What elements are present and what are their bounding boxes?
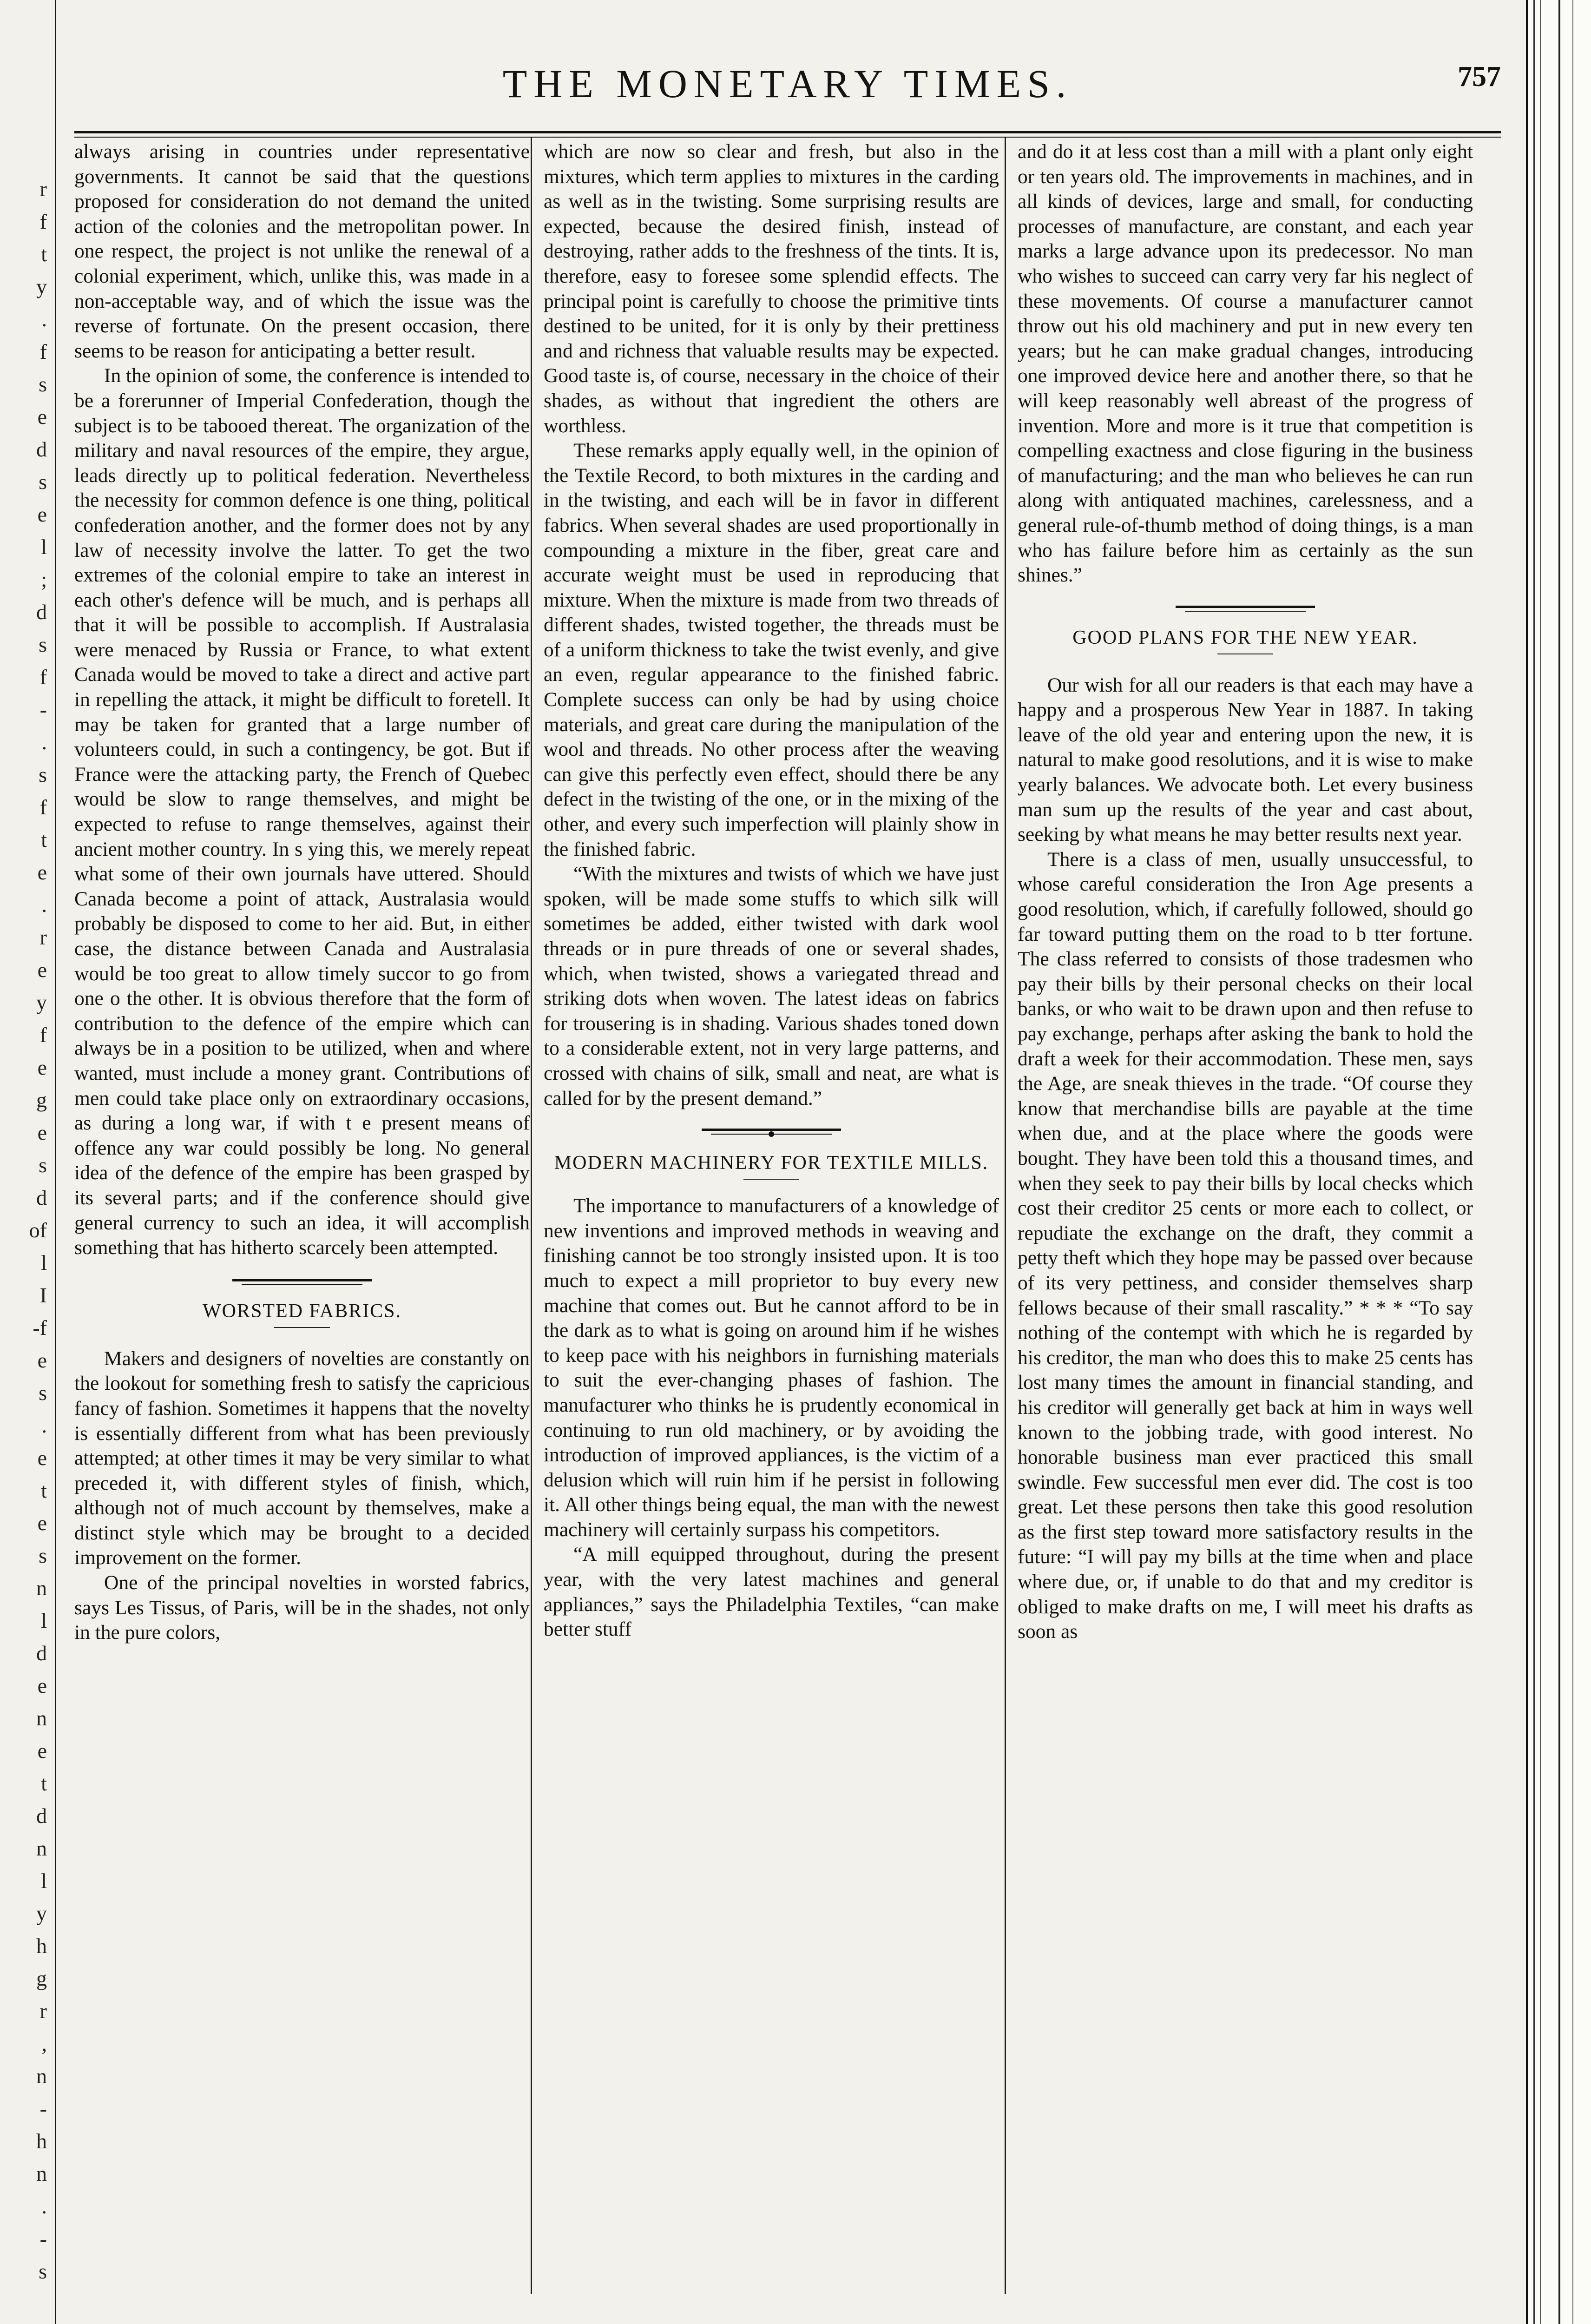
gutter-fragment: - (39, 2097, 47, 2120)
gutter-fragment: s (39, 633, 47, 656)
gutter-fragment: n (36, 2162, 47, 2185)
left-gutter (0, 0, 60, 2324)
gutter-fragment: e (37, 1348, 47, 1372)
gutter-fragment: s (39, 1153, 47, 1177)
gutter-fragment: d (36, 1804, 47, 1828)
column-2 (544, 139, 999, 1642)
gutter-fragment: t (41, 828, 47, 852)
gutter-fragment: e (37, 1739, 47, 1763)
article-paragraph: and do it at less cost than a mill with a plant only eight or ten years old. The improvements in machines, and in all kinds of devices, large and small, for conducting processes of manufacture, are constant, and each year marks a large advance upon its predecessor. No man who wishes to succeed can carry very far his neglect of these movements. Of course a manufacturer cannot throw out his old machinery and put in new every ten years; but he can make gradual changes, introducing one improved device here and another there, so that he will keep reasonably well abreast of the progress of invention. More and more is it true that competition is compelling exactness and close figuring in the business of manufacturing; and the man who believes he can run along with antiquated machines, carelessness, and a general rule-of-thumb method of doing things, is a man who has failure before him as certainly as the sun shines.” (1018, 140, 1473, 587)
gutter-fragment: . (41, 730, 47, 754)
gutter-fragment: r (39, 1999, 47, 2023)
article-paragraph: One of the principal novelties in worsted fabrics, says Les Tissus, of Paris, will be in the shades, not only in the pure colors, (74, 1571, 530, 1644)
article-paragraph: always arising in countries under representative governments. It cannot be said that the questions proposed for consideration do not demand the united action of the colonies and the metropolitan power. In one respect, the project is not unlike the renewal of a colonial experiment, which, unlike this, was made in a non-acceptable way, and of which the issue was the reverse of fortunate. On the present occasion, there seems to be reason for anticipating a better result. (74, 140, 530, 362)
gutter-fragment: d (36, 1186, 47, 1209)
gutter-fragment: f (39, 210, 47, 233)
gutter-fragment: - (39, 2227, 47, 2251)
gutter-fragment: . (41, 1413, 47, 1437)
article-paragraph: The importance to manufacturers of a knowledge of new inventions and improved methods in weaving and finishing cannot be too strongly insisted upon. It is too much to expect a mill proprietor to buy every new machine that comes out. But he cannot afford to be in the dark as to what is going on around him if he wishes to keep pace with his neighbors in furnishing materials to suit the ever-changing phases of fashion. The manufacturer who thinks he is prudently economical in continuing to run old machinery, or by avoiding the introduction of improved appliances, is the victim of a delusion which will ruin him if he persist in following it. All other things being equal, the man with the newest machinery will certainly surpass his competitors. (544, 1195, 999, 1541)
scanner-edge (1526, 0, 1591, 2324)
article-paragraph: These remarks apply equally well, in the opinion of the Textile Record, to both mixtures in the carding and in the twisting, and each will be in favor in different fabrics. When several shades are used proportionally in compounding a mixture in the fiber, great care and accurate weight must be used in reproducing that mixture. When the mixture is made from two threads of different shades, twisted together, the threads must be of a uniform thickness to take the twist evenly, and give an even, regular appearance to the finished fabric. Complete success can only be had by using choice materials, and great care during the manipulation of the wool and threads. No other process after the weaving can give this perfectly even effect, should there be any defect in the twisting of the one, or in the mixing of the other, and every such imperfection will plainly show in the finished fabric. (544, 439, 999, 860)
article-paragraph: Our wish for all our readers is that each may have a happy and a prosperous New Year in 1887. In taking leave of the old year and entering upon the new, it is natural to make good resolutions, and it is wise to make yearly balances. We advocate both. Let every business man sum up the results of the year and cast about, seeking by what means he may better results next year. (1018, 673, 1473, 846)
gutter-fragment: I (39, 1283, 47, 1307)
header-rule-thick (74, 131, 1501, 133)
gutter-fragment: t (41, 1771, 47, 1795)
gutter-fragment: d (36, 437, 47, 461)
section-heading: MODERN MACHINERY FOR TEXTILE MILLS. (554, 1152, 989, 1174)
gutter-fragment: l (41, 535, 47, 559)
gutter-fragment: s (39, 763, 47, 786)
gutter-fragment: t (41, 242, 47, 266)
column-divider-1 (531, 138, 532, 2294)
article-paragraph: which are now so clear and fresh, but also in the mixtures, which term applies to mixtures in the carding as well as in the twisting. Some surprising results are expected, because the desired finish, instead of destroying, rather adds to the freshness of the tints. It is, therefore, easy to foresee some splendid effects. The principal point is carefully to choose the primitive tints destined to be united, for it is only by their prettiness and and richness that valuable results may be expected. Good taste is, of course, necessary in the choice of their shades, as without that ingredient the others are worthless. (544, 140, 999, 437)
section-ornament (544, 1129, 999, 1137)
gutter-fragment: n (36, 1706, 47, 1730)
gutter-fragment: h (36, 1934, 47, 1958)
gutter-fragment: e (37, 1121, 47, 1144)
gutter-fragment: s (39, 372, 47, 396)
gutter-fragment: f (39, 340, 47, 363)
gutter-fragment: n (36, 1576, 47, 1600)
gutter-fragment: e (37, 502, 47, 526)
gutter-fragment: , (41, 2032, 47, 2055)
gutter-fragment: e (37, 1674, 47, 1697)
gutter-fragment: f (39, 1023, 47, 1047)
page-binding-edge (55, 0, 56, 2324)
gutter-fragment: d (36, 600, 47, 624)
gutter-fragment: f (39, 665, 47, 689)
gutter-fragment: e (37, 1056, 47, 1079)
gutter-fragment: y (36, 1901, 47, 1925)
gutter-fragment: r (39, 177, 47, 201)
gutter-fragment: f (39, 795, 47, 819)
gutter-fragment: e (37, 1446, 47, 1470)
gutter-fragment: l (41, 1251, 47, 1274)
gutter-fragment: of (29, 1218, 47, 1242)
gutter-fragment: l (41, 1609, 47, 1632)
gutter-fragment: ; (41, 568, 47, 591)
gutter-fragment: y (36, 275, 47, 298)
gutter-fragment: y (36, 990, 47, 1014)
gutter-fragment: t (41, 1479, 47, 1502)
gutter-fragment: n (36, 2064, 47, 2088)
gutter-fragment: -f (33, 1316, 47, 1340)
gutter-fragment: r (39, 925, 47, 949)
article-paragraph: In the opinion of some, the conference is intended to be a forerunner of Imperial Confederation, though the subject is to be tabooed thereat. The organization of the military and naval resources of the empire, they argue, leads directly up to political federation. Nevertheless the necessity for common defence is one thing, political confederation another, and the former does not by any law of necessity involve the latter. To get the two extremes of the colonial empire to take an interest in each other's defence will be much, and is perhaps all that it will be possible to accomplish. If Australasia were menaced by Russia or France, to what extent Canada would be moved to take a direct and active part in repelling the attack, it might be difficult to foretell. It may be taken for granted that a large number of volunteers could, in such a contingency, be got. But if France were the attacking party, the French of Quebec would be slow to range themselves, and might be expected to refuse to range themselves, against their ancient mother country. In s ying this, we merely repeat what some of their own journals have uttered. Should Canada become a point of attack, Australasia would probably be disposed to come to her aid. But, in either case, the distance between Canada and Australasia would be too great to allow timely succor to go from one o the other. It is obvious therefore that the form of contribution to the defence of the empire which can always be in a position to be utilized, when and where wanted, must include a money grant. Contributions of men could take place only on extraordinary occasions, as during a long war, if with t e present means of offence any war could possibly be long. No general idea of the defence of the empire has been grasped by its several parts; and if the conference should give general currency to such an idea, it will accomplish something that has hitherto scarcely been attempted. (74, 364, 530, 1259)
section-ornament (1018, 606, 1473, 612)
column-1 (74, 139, 530, 1645)
gutter-fragment: s (39, 2259, 47, 2283)
page-number: 757 (1458, 61, 1501, 92)
gutter-fragment: s (39, 1381, 47, 1405)
gutter-fragment: s (39, 470, 47, 494)
gutter-fragment: e (37, 405, 47, 429)
article-paragraph: “A mill equipped throughout, during the present year, with the very latest machines and general appliances,” says the Philadelphia Textiles, “can make better stuff (544, 1543, 999, 1641)
article-paragraph: Makers and designers of novelties are constantly on the lookout for something fresh to satisfy the capricious fancy of fashion. Sometimes it happens that the novelty is essentially different from what has been previously attempted; at other times it may be very similar to what preceded it, with different styles of finish, which, although not of much account by themselves, make a distinct style which may be brought to a decided improvement on the former. (74, 1347, 530, 1569)
gutter-fragment: . (41, 2194, 47, 2218)
section-heading: GOOD PLANS FOR THE NEW YEAR. (1072, 627, 1418, 648)
gutter-fragment: d (36, 1641, 47, 1665)
gutter-fragment: e (37, 958, 47, 982)
gutter-fragment: - (39, 698, 47, 721)
section-heading: WORSTED FABRICS. (203, 1300, 401, 1322)
gutter-fragment: n (36, 1836, 47, 1860)
gutter-fragment: e (37, 860, 47, 884)
masthead-title: THE MONETARY TIMES. (502, 61, 1073, 106)
page-header (74, 60, 1501, 125)
gutter-fragment: g (36, 1967, 47, 1990)
section-ornament (74, 1279, 530, 1285)
article-paragraph: “With the mixtures and twists of which we have just spoken, will be made some stuffs to which silk will sometimes be added, either twisted with dark wool threads or in pure threads of one or several shades, which, when twisted, shows a variegated thread and striking dots when woven. The latest ideas on fabrics for trousering is in shading. Various shades toned down to a considerable extent, not in very large patterns, and crossed with chains of silk, small and neat, are what is called for by the present demand.” (544, 863, 999, 1109)
column-divider-2 (1005, 138, 1006, 2294)
gutter-fragment: e (37, 1511, 47, 1535)
gutter-fragment: . (41, 307, 47, 331)
gutter-fragment: . (41, 893, 47, 917)
gutter-fragment: s (39, 1544, 47, 1567)
gutter-fragment: h (36, 2129, 47, 2153)
gutter-fragment: l (41, 1869, 47, 1893)
header-rule-thin (74, 137, 1501, 138)
gutter-fragment: g (36, 1088, 47, 1112)
column-3 (1018, 139, 1473, 1644)
article-paragraph: There is a class of men, usually unsuccessful, to whose careful consideration the Iron Age presents a good resolution, which, if carefully followed, should go far toward putting them on the road to b tter fortune. The class referred to consists of those tradesmen who pay their bills by their personal checks on their local banks, or who wait to be drawn upon and then refuse to pay exchange, perhaps after asking the bank to hold the draft a week for their accommodation. These men, says the Age, are sneak thieves in the trade. “Of course they know that merchandise bills are payable at the time when due, and at the place where the goods were bought. They have been told this a thousand times, and when they seek to pay their bills by local checks which cost their creditor 25 cents or more each to collect, or repudiate the exchange on the draft, they commit a petty theft which they hope may be passed over because of its very pettiness, and consider themselves sharp fellows because of their small rascality.” * * * “To say nothing of the contempt with which he is regarded by his creditor, the man who does this to make 25 cents has lost many times the amount in financial standing, and his creditor will generally get back at him in ways well known to the jobbing trade, with good interest. No honorable business man ever practiced this small swindle. Few successful men ever did. The cost is too great. Let these persons then take this good resolution as the first step toward more satisfactory results in the future: “I will pay my bills at the time when and place where due, or, if unable to do that and my creditor is obliged to make drafts on me, I will meet his drafts as soon as (1018, 848, 1473, 1643)
